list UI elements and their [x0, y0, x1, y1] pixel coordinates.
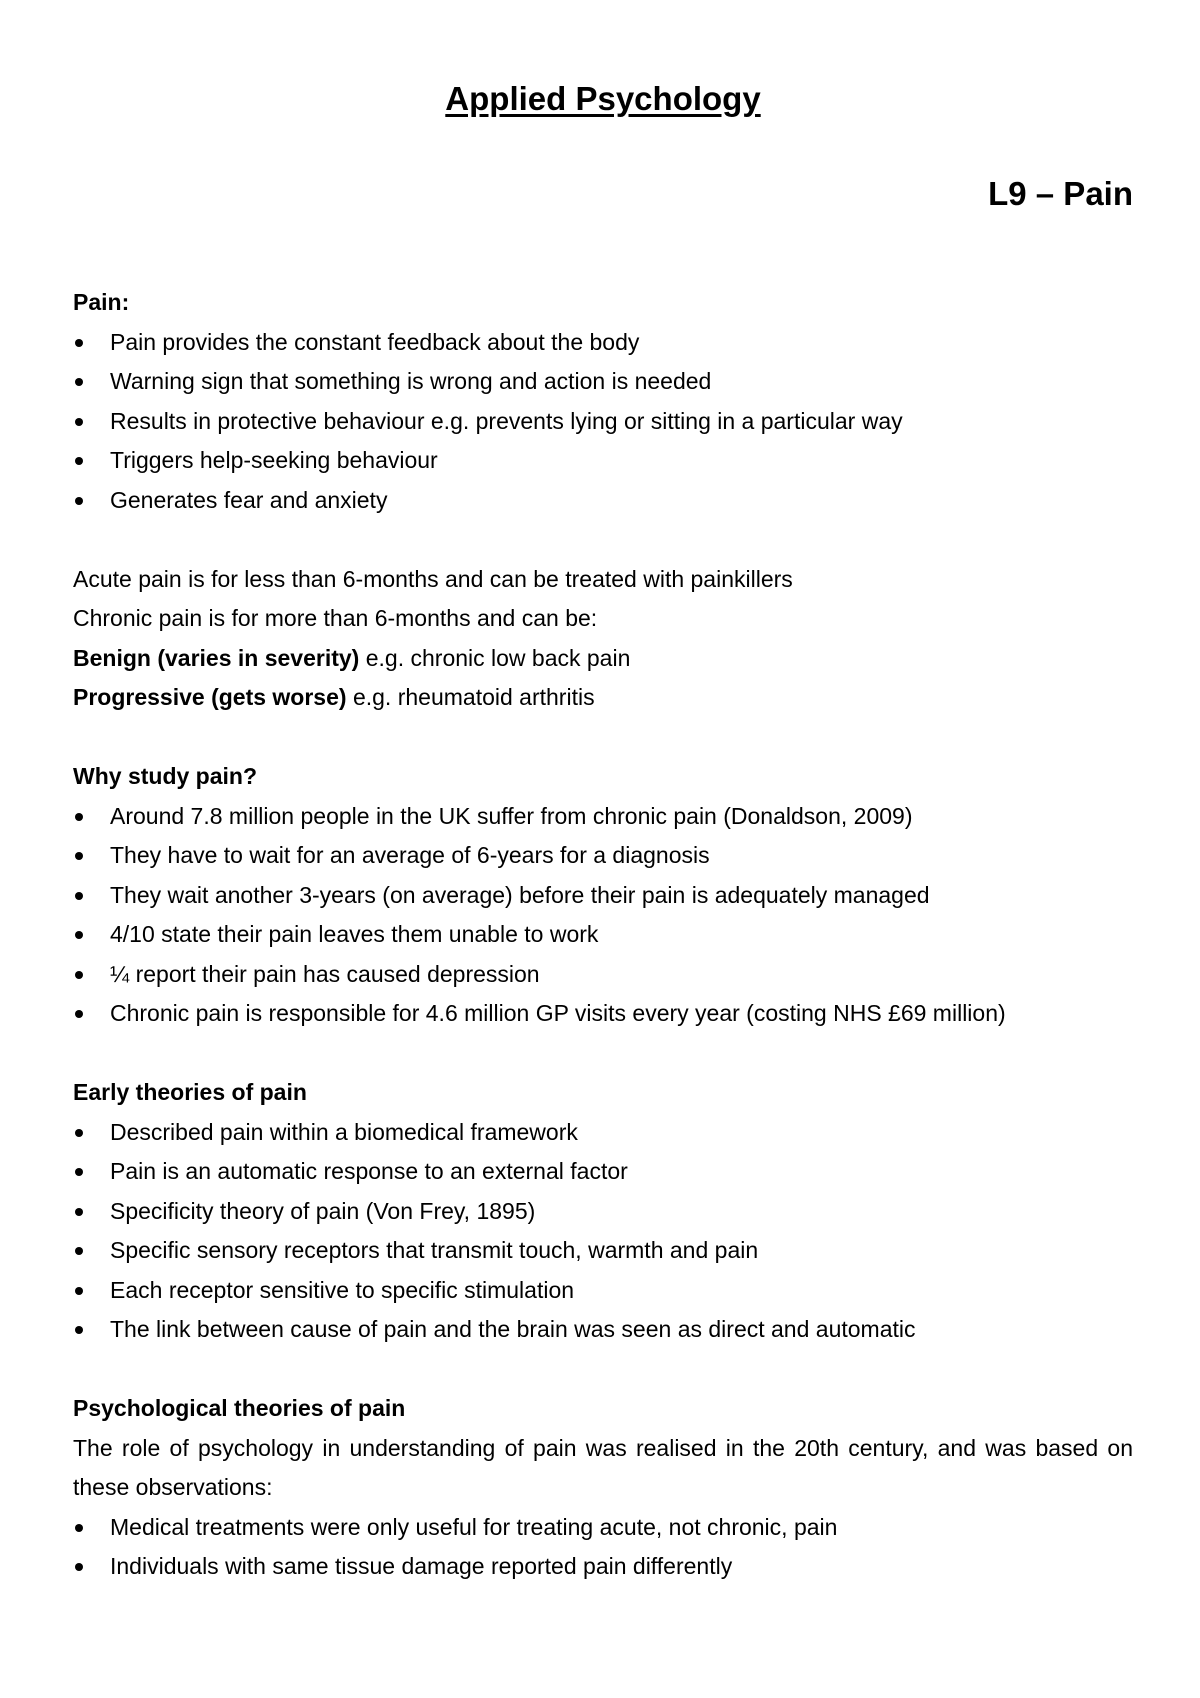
list-item-text: Specificity theory of pain (Von Frey, 1895)	[110, 1197, 536, 1224]
progressive-term: Progressive (gets worse)	[73, 684, 347, 710]
list-item	[73, 836, 1133, 876]
list-item-text: They have to wait for an average of 6-years for a diagnosis	[110, 842, 710, 868]
list-item	[73, 915, 1133, 955]
bullet-list	[73, 1508, 1133, 1587]
list-item	[73, 402, 1133, 442]
benign-example: e.g. chronic low back pain	[359, 644, 631, 671]
list-item	[73, 1547, 1133, 1587]
section-heading: Why study pain?	[73, 763, 257, 789]
list-item-text: ¼ report their pain has caused depression	[110, 960, 540, 987]
bullet-icon	[75, 378, 83, 386]
section-heading: Early theories of pain	[73, 1079, 307, 1105]
list-item	[73, 1271, 1133, 1311]
bullet-icon	[75, 339, 83, 347]
list-item-text: Specific sensory receptors that transmit touch, warmth and pain	[110, 1237, 759, 1263]
list-item	[73, 1508, 1133, 1548]
list-item	[73, 1192, 1133, 1232]
list-item	[73, 481, 1133, 521]
section-psychological-theories	[73, 1389, 1133, 1587]
bullet-icon	[75, 931, 83, 939]
list-item	[73, 1113, 1133, 1153]
document-body	[73, 283, 1133, 1587]
list-item-text: Individuals with same tissue damage reported pain differently	[110, 1553, 733, 1579]
bullet-icon	[75, 971, 83, 979]
lecture-heading: L9 – Pain	[988, 175, 1133, 212]
list-item	[73, 441, 1133, 481]
list-item-text: They wait another 3-years (on average) before their pain is adequately managed	[110, 881, 930, 908]
chronic-pain-line: Chronic pain is for more than 6-months and can be:	[73, 605, 598, 631]
bullet-icon	[75, 418, 83, 426]
list-item-text: Each receptor sensitive to specific stimulation	[110, 1276, 575, 1303]
bullet-icon	[75, 852, 83, 860]
document-title: Applied Psychology	[445, 80, 761, 117]
list-item-text: Pain provides the constant feedback about the body	[110, 328, 640, 355]
bullet-icon	[75, 1208, 83, 1216]
list-item	[73, 1231, 1133, 1271]
bullet-icon	[75, 1010, 83, 1018]
list-item-text: 4/10 state their pain leaves them unable to work	[110, 921, 599, 947]
document-page	[73, 0, 1133, 1698]
list-item	[73, 994, 1133, 1034]
section-acute-chronic	[73, 560, 1133, 718]
bullet-icon	[75, 1129, 83, 1137]
bullet-icon	[75, 892, 83, 900]
list-item	[73, 955, 1133, 995]
list-item-text: Results in protective behaviour e.g. prevents lying or sitting in a particular way	[110, 407, 903, 434]
section-heading: Psychological theories of pain	[73, 1395, 406, 1421]
progressive-example: e.g. rheumatoid arthritis	[346, 684, 595, 710]
bullet-icon	[75, 1287, 83, 1295]
section-pain	[73, 283, 1133, 520]
section-early-theories	[73, 1073, 1133, 1350]
list-item	[73, 1152, 1133, 1192]
bullet-icon	[75, 813, 83, 821]
bullet-icon	[75, 497, 83, 505]
list-item	[73, 362, 1133, 402]
section-intro: The role of psychology in understanding of pain was realised in the 20th century, and was based on these observations:	[73, 1434, 1133, 1500]
list-item-text: Triggers help-seeking behaviour	[110, 447, 438, 473]
acute-pain-line: Acute pain is for less than 6-months and can be treated with painkillers	[73, 565, 793, 592]
list-item	[73, 323, 1133, 363]
bullet-icon	[75, 1168, 83, 1176]
list-item-text: Generates fear and anxiety	[110, 486, 388, 513]
bullet-icon	[75, 1326, 83, 1334]
list-item	[73, 876, 1133, 916]
list-item-text: Around 7.8 million people in the UK suffer from chronic pain (Donaldson, 2009)	[110, 802, 913, 829]
bullet-list	[73, 323, 1133, 521]
section-why-study	[73, 757, 1133, 1034]
benign-term: Benign (varies in severity)	[73, 644, 360, 671]
list-item-text: Warning sign that something is wrong and action is needed	[110, 368, 712, 394]
bullet-icon	[75, 1563, 83, 1571]
benign-line	[73, 639, 1133, 679]
bullet-icon	[75, 457, 83, 465]
bullet-list	[73, 797, 1133, 1034]
bullet-list	[73, 1113, 1133, 1350]
list-item-text: Chronic pain is responsible for 4.6 million GP visits every year (costing NHS £69 million)	[110, 1000, 1006, 1026]
section-heading: Pain:	[73, 289, 130, 315]
progressive-line	[73, 678, 1133, 718]
list-item	[73, 797, 1133, 837]
list-item	[73, 1310, 1133, 1350]
bullet-icon	[75, 1247, 83, 1255]
list-item-text: Described pain within a biomedical framework	[110, 1118, 578, 1145]
list-item-text: Medical treatments were only useful for treating acute, not chronic, pain	[110, 1513, 838, 1540]
list-item-text: The link between cause of pain and the brain was seen as direct and automatic	[110, 1316, 916, 1342]
bullet-icon	[75, 1524, 83, 1532]
list-item-text: Pain is an automatic response to an external factor	[110, 1158, 628, 1184]
